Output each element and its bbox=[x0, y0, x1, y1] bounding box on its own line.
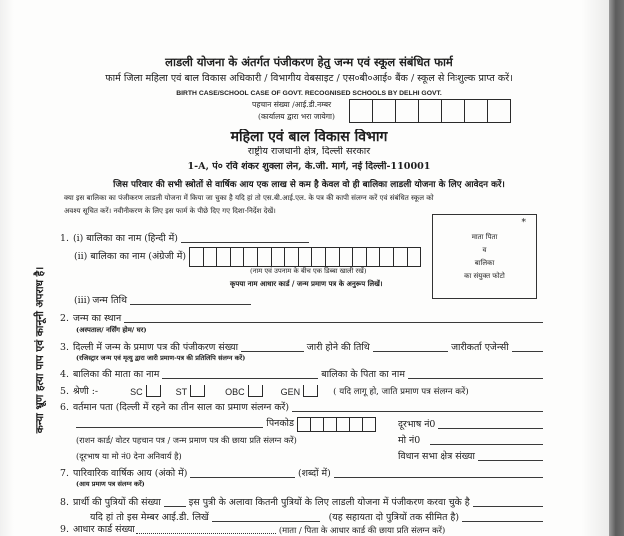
photo-box bbox=[432, 214, 537, 299]
q7-label: पारिवारिक वार्षिक आय (अंको में) bbox=[72, 468, 188, 479]
pincode-digit-box bbox=[350, 418, 363, 431]
department-address: 1-A, पं० रवि शंकर शुक्ला लेन, के.जी. मार्ग, नई दिल्ली-110001 bbox=[187, 161, 431, 172]
q6-address-blank bbox=[292, 410, 543, 412]
q2-number: 2. bbox=[60, 313, 69, 324]
q8-number: 8. bbox=[60, 497, 69, 508]
category-gen-box bbox=[303, 385, 318, 397]
q1-sub-i: (i) bbox=[72, 233, 84, 244]
q4-mother-label: बालिका की माता का नाम bbox=[72, 369, 160, 380]
pincode-digit-box bbox=[337, 418, 350, 431]
q3-note: (रजिस्ट्रार जन्म एवं मृत्यु द्वारा जारी प्रमाण-पत्र की प्रतिलिपि संलग्न करें) bbox=[76, 354, 246, 362]
q1-sub-ii: (ii) bbox=[74, 251, 88, 262]
q1-name-english-label: बालिका का नाम (अंग्रेजी में) bbox=[90, 251, 187, 262]
q4-father-blank bbox=[408, 377, 543, 379]
photo-box-line: बालिका bbox=[474, 259, 495, 267]
category-st-label: ST bbox=[175, 387, 188, 397]
q3-agency-blank bbox=[512, 350, 543, 352]
q6-constituency-label: विधान सभा क्षेत्र संख्या bbox=[398, 451, 475, 462]
q6-mobile-blank bbox=[430, 443, 543, 445]
name-letter-box bbox=[367, 248, 381, 266]
q6-phone-label: दूरभाष नं0 bbox=[398, 419, 436, 430]
q6-address-line2-blank bbox=[76, 426, 263, 428]
q7-income-figures-blank bbox=[190, 476, 295, 478]
q3-issue-date-label: जारी होने की तिथि bbox=[306, 342, 370, 353]
category-obc-label: OBC bbox=[225, 387, 245, 397]
q7-words-label: (शब्दों में) bbox=[298, 468, 331, 479]
prior-registration-notice: क्या इस बालिका का पंजीकरण लाडली योजना में किया जा चुका है यदि हां तो एस.बी.आई.एल. के पत्र की कापी संलग्न करें एवं संबंधित स्कूल को bbox=[64, 193, 434, 202]
q1-dob-row bbox=[74, 294, 254, 307]
pincode-digit-box bbox=[363, 418, 376, 431]
q4-number: 4. bbox=[60, 369, 69, 380]
q1-dob-blank bbox=[130, 303, 251, 305]
q4-row bbox=[60, 368, 546, 381]
q8-limit-note: (यह सहायता दो पुत्रियों तक सीमित है) bbox=[328, 512, 460, 523]
q6-number: 6. bbox=[60, 402, 69, 413]
q6-mobile-label: मो नं0 bbox=[398, 435, 421, 446]
id-office-note: (कार्यालय द्वारा भरा जायेगा) bbox=[258, 112, 335, 121]
q2-birthplace-blank bbox=[124, 321, 543, 323]
id-number-label: पहचान संख्या /आई.डी.नम्बर bbox=[252, 100, 332, 109]
q7-note: (आय प्रमाण पत्र संलग्न करें) bbox=[76, 480, 145, 488]
name-letter-box bbox=[340, 248, 354, 266]
q8-member-id-label: यदि हां तो इस मेम्बर आई.डी. लिखें bbox=[90, 512, 209, 523]
name-letter-box bbox=[258, 248, 272, 266]
name-letter-box bbox=[353, 248, 367, 266]
category-obc-box bbox=[248, 385, 263, 397]
form-title: लाडली योजना के अंतर्गत पंजीकरण हेतु जन्म एवं स्कूल संबंधित फार्म bbox=[165, 55, 453, 69]
q6-pincode-boxes bbox=[297, 417, 376, 432]
q8-registered-label: इस पुत्री के अलावा कितनी पुत्रियों के लिए लाडली योजना में पंजीकरण करवा चुके है bbox=[188, 497, 470, 508]
q6-address-row bbox=[60, 401, 546, 414]
q6-pincode-label: पिनकोड bbox=[266, 418, 294, 429]
q1-name-match-note: कृपया नाम आधार कार्ड / जन्म प्रमाण पत्र के अनुरूप लिखें। bbox=[230, 279, 383, 288]
q6-proof-note: (राशन कार्ड/ वोटर पहचान पत्र / जन्म प्रमाण पत्र की छाया प्रति संलग्न करें) bbox=[76, 435, 297, 445]
q4-mother-blank bbox=[162, 377, 318, 379]
q1-name-gap-note: (नाम एवं उपनाम के बीच एक डिब्बा खाली रखें) bbox=[250, 267, 367, 275]
department-government: राष्ट्रीय राजधानी क्षेत्र, दिल्ली सरकार bbox=[247, 146, 371, 157]
name-letter-box bbox=[190, 248, 204, 266]
q8-row bbox=[60, 496, 546, 509]
q1-name-hindi-label: बालिका का नाम (हिन्दी में) bbox=[86, 233, 178, 244]
q1-number: 1. bbox=[60, 233, 69, 244]
q1-sub-iii: (iii) bbox=[74, 295, 91, 306]
q8-member-id-blank bbox=[212, 520, 320, 522]
id-number-boxes bbox=[349, 99, 511, 123]
q3-issue-date-blank bbox=[373, 350, 448, 352]
q5-label: श्रेणी :- bbox=[72, 386, 99, 397]
id-digit-box bbox=[419, 100, 442, 122]
pincode-digit-box bbox=[311, 418, 324, 431]
q6-phone-blank bbox=[438, 427, 543, 429]
q5-row bbox=[60, 385, 546, 398]
q6-mobile-row bbox=[398, 434, 546, 447]
pincode-digit-box bbox=[324, 418, 337, 431]
q8-daughters-blank bbox=[164, 505, 186, 507]
eligibility-notice: जिस परिवार की सभी स्त्रोतों से वार्षिक आय एक लाख से कम है केवल वो ही बालिका लाडली योजना के लिए आवेदन करें। bbox=[113, 180, 505, 190]
id-digit-box bbox=[396, 100, 419, 122]
id-digit-box bbox=[373, 100, 396, 122]
name-letter-box bbox=[380, 248, 394, 266]
q1-dob-label: जन्म तिथि bbox=[92, 295, 128, 306]
q9-label: आधार कार्ड संख्या bbox=[72, 524, 135, 535]
q7-row bbox=[60, 467, 546, 480]
q1-name-english-row bbox=[74, 247, 436, 267]
q4-father-label: बालिका के पिता का नाम bbox=[321, 369, 405, 380]
name-letter-box bbox=[312, 248, 326, 266]
q5-number: 5. bbox=[60, 386, 69, 397]
q9-aadhaar-dotted-blank bbox=[136, 532, 276, 534]
q2-row bbox=[60, 312, 546, 325]
category-st-box bbox=[190, 385, 205, 397]
q3-registration-blank bbox=[241, 350, 304, 352]
english-subtitle: BIRTH CASE/SCHOOL CASE OF GOVT. RECOGNISED SCHOOLS BY DELHI GOVT. bbox=[176, 90, 442, 97]
q6-contact-note: (दूरभाष या मो नं0 देना अनिवार्य है) bbox=[76, 451, 182, 461]
pincode-digit-box bbox=[298, 418, 311, 431]
id-digit-box bbox=[465, 100, 488, 122]
q5-note: ( यदि लागू हो, जाति प्रमाण पत्र संलग्न करें) bbox=[333, 387, 469, 397]
side-warning-text: कन्या भ्रूण हत्या पाप एवं कानूनी अपराध है। bbox=[34, 266, 46, 434]
q8-daughters-label: प्रार्थी की पुत्रियों की संख्या bbox=[72, 497, 161, 508]
name-letter-box bbox=[217, 248, 231, 266]
name-letter-box bbox=[394, 248, 408, 266]
photo-box-line: माता पिता bbox=[471, 233, 498, 241]
q2-note: (अस्पताल/ नर्सिंग होम/ घर) bbox=[76, 326, 147, 334]
photo-box-line: का संयुक्त फोटो bbox=[464, 272, 505, 280]
category-sc-label: SC bbox=[130, 387, 143, 397]
q1-name-hindi-row bbox=[60, 232, 312, 245]
q6-constituency-blank bbox=[478, 459, 543, 461]
q7-number: 7. bbox=[60, 468, 69, 479]
name-letter-box bbox=[204, 248, 218, 266]
photo-box-marker: * bbox=[521, 218, 526, 228]
q6-constituency-row bbox=[398, 450, 546, 463]
q3-row bbox=[60, 341, 546, 354]
category-gen-label: GEN bbox=[280, 387, 301, 397]
id-digit-box bbox=[350, 100, 373, 122]
photo-box-line: व bbox=[482, 246, 487, 254]
q1-name-hindi-blank bbox=[181, 241, 309, 243]
q1-name-english-boxes bbox=[189, 247, 421, 267]
q2-label: जन्म का स्थान bbox=[72, 313, 122, 324]
q3-number: 3. bbox=[60, 342, 69, 353]
q6-label: वर्तमान पता (दिल्ली में रहने का तीन साल का प्रमाण संलग्न करें) bbox=[72, 402, 290, 413]
form-availability: फार्म जिला महिला एवं बाल विकास अधिकारी / विभागीय वेबसाइट / एस०बी०आई० बैंक / स्कूल से निःशुल्क प्राप्त करें। bbox=[105, 73, 513, 84]
id-digit-box bbox=[488, 100, 511, 122]
q9-number: 9. bbox=[60, 524, 69, 535]
q8-registered-blank bbox=[473, 505, 543, 507]
q3-label: दिल्ली में जन्म के प्रमाण पत्र की पंजीकरण संख्या bbox=[72, 342, 239, 353]
category-sc-box bbox=[146, 385, 161, 397]
department-name: महिला एवं बाल विकास विभाग bbox=[230, 129, 388, 145]
id-digit-box bbox=[442, 100, 465, 122]
q7-income-words-blank bbox=[334, 476, 543, 478]
name-letter-box bbox=[326, 248, 340, 266]
name-letter-box bbox=[299, 248, 313, 266]
name-letter-box bbox=[285, 248, 299, 266]
name-letter-box bbox=[244, 248, 258, 266]
name-letter-box bbox=[231, 248, 245, 266]
name-letter-box bbox=[408, 248, 422, 266]
q9-note: (माता / पिता के आधार कार्ड की छाया प्रति संलग्न करें) bbox=[278, 525, 446, 535]
q9-row bbox=[60, 523, 546, 536]
renewal-notice: अवश्य सूचित करें। नवीनीकरण के लिए इस फार्म के पीछे दिए गए दिशा-निर्देश देखें। bbox=[64, 206, 276, 215]
q6-phone-row bbox=[398, 418, 546, 431]
name-letter-box bbox=[272, 248, 286, 266]
q6-pincode-row bbox=[76, 416, 376, 432]
q8-limit-blank bbox=[462, 520, 543, 522]
q3-agency-label: जारीकर्ता एजेन्सी bbox=[451, 342, 509, 353]
